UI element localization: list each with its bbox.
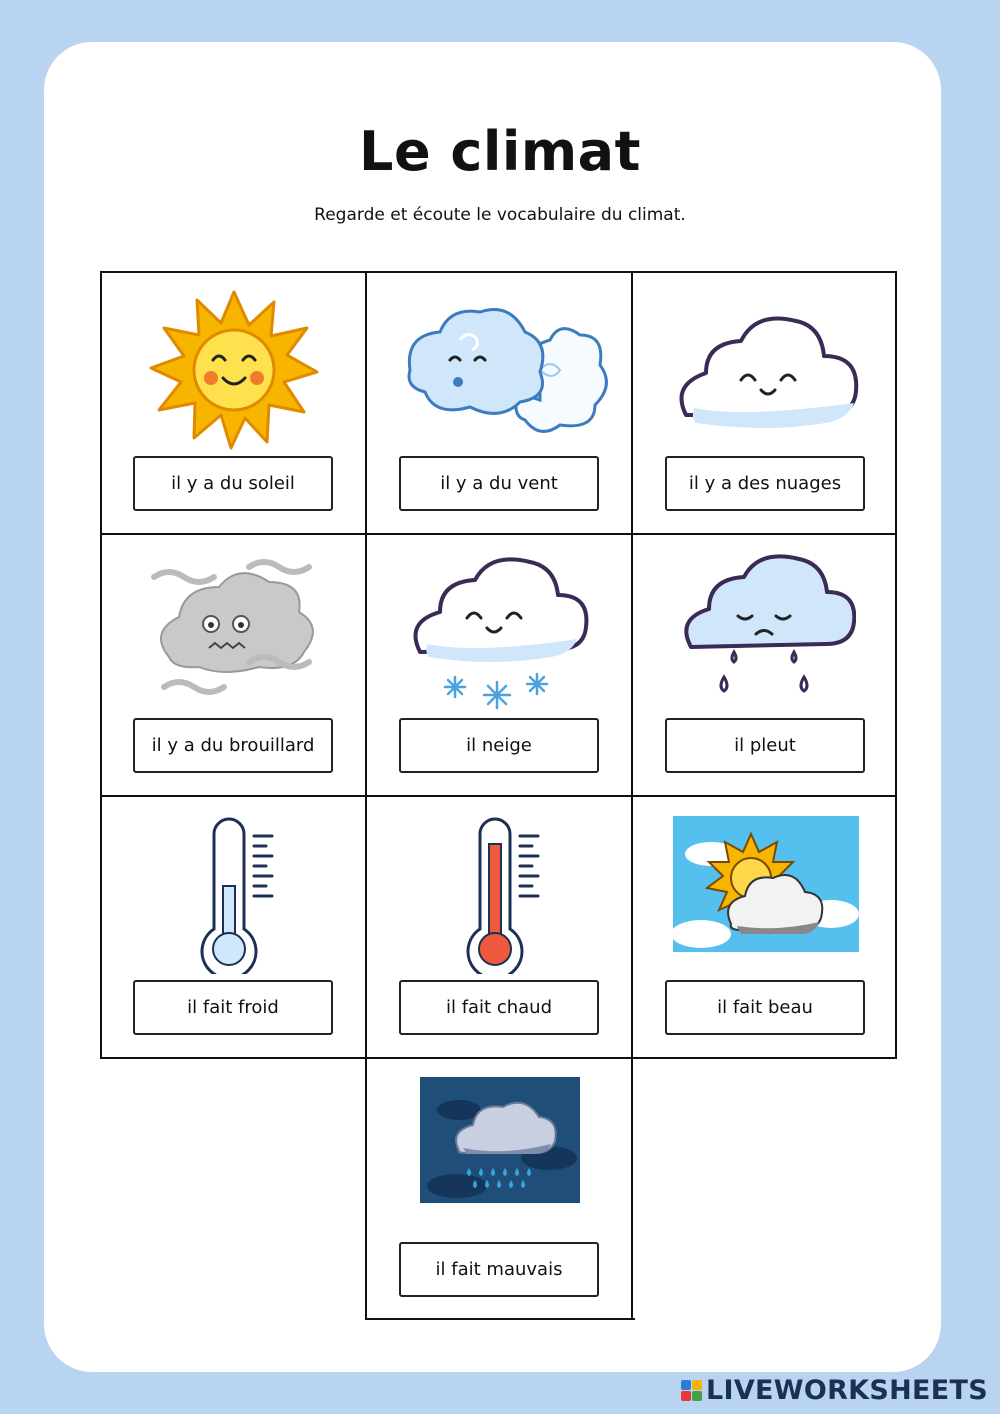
sunny-sky-icon [671,814,861,954]
weather-card [367,534,632,796]
fog-icon [149,552,319,702]
hot-thermometer-icon [445,814,555,974]
weather-label: il fait beau [665,980,865,1035]
weather-card [367,1058,632,1320]
weather-card [101,796,366,1058]
weather-card [101,272,366,534]
weather-label: il neige [399,718,599,773]
cloud-icon [666,290,866,450]
weather-card [633,796,898,1058]
weather-card [101,534,366,796]
stormy-sky-icon [419,1076,581,1204]
weather-label: il pleut [665,718,865,773]
brand-name: LIVEWORKSHEETS [705,1374,988,1406]
page-title: Le climat [359,120,641,183]
wind-icon [390,290,610,450]
weather-label: il fait froid [133,980,333,1035]
weather-card [633,534,898,796]
weather-label: il y a du vent [399,456,599,511]
weather-label: il y a du brouillard [133,718,333,773]
brand-logo-mark [681,1380,702,1401]
weather-label: il y a des nuages [665,456,865,511]
weather-card [367,796,632,1058]
page-instructions: Regarde et écoute le vocabulaire du climat. [314,205,686,225]
brand-logo[interactable] [681,1372,988,1408]
weather-card [633,272,898,534]
snow-icon [405,552,595,712]
rain-icon [676,552,856,712]
weather-label: il fait chaud [399,980,599,1035]
weather-card [367,272,632,534]
sun-icon [149,290,319,450]
cold-thermometer-icon [179,814,289,974]
weather-label: il fait mauvais [399,1242,599,1297]
weather-label: il y a du soleil [133,456,333,511]
